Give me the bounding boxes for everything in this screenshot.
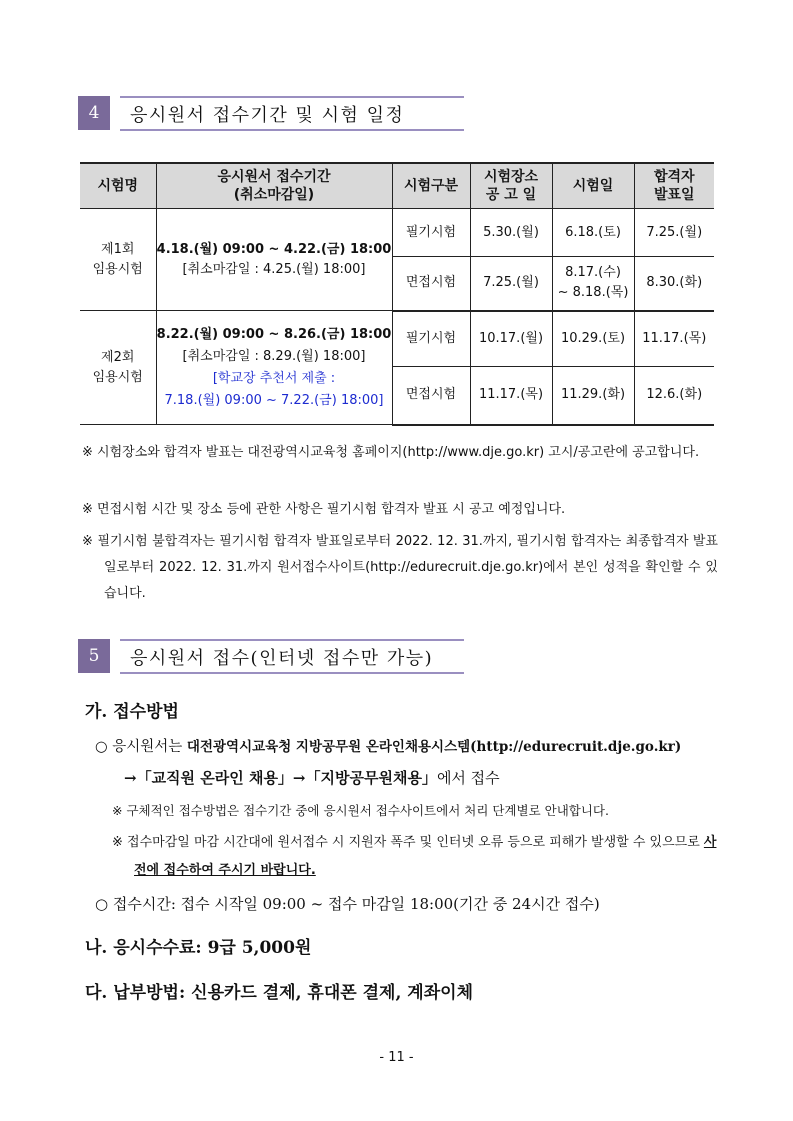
round-2-interview-type: 면접시험 (392, 367, 470, 425)
method-heading: 가. 접수방법 (85, 702, 179, 722)
header-exam-type: 시험구분 (392, 163, 470, 209)
method-line-1: ○ 응시원서는 대전광역시교육청 지방공무원 온라인채용시스템(http://edurecruit.dje.go.kr) (95, 739, 682, 755)
round-1-interview-venue: 7.25.(월) (470, 257, 552, 311)
header-exam-date: 시험일 (552, 163, 634, 209)
round-1-interview-type: 면접시험 (392, 257, 470, 311)
round-2-written-venue: 10.17.(월) (470, 311, 552, 367)
round-1-interview-result: 8.30.(화) (634, 257, 714, 311)
section-number: 5 (78, 639, 110, 673)
header-application-period: 응시원서 접수기간 (취소마감일) (156, 163, 392, 209)
table-row (80, 311, 714, 367)
round-2-name: 제2회 임용시험 (80, 311, 156, 425)
round-2-written-result: 11.17.(목) (634, 311, 714, 367)
round-1-name: 제1회 임용시험 (80, 209, 156, 311)
header-venue-notice: 시험장소 공 고 일 (470, 163, 552, 209)
round-1-written-result: 7.25.(월) (634, 209, 714, 257)
round-2-written-type: 필기시험 (392, 311, 470, 367)
reception-time: ○ 접수시간: 접수 시작일 09:00 ~ 접수 마감일 18:00(기간 중 24시간 접수) (95, 895, 600, 913)
method-note-1: ※ 구체적인 접수방법은 접수기간 중에 응시원서 접수사이트에서 처리 단계별로 안내합니다. (112, 803, 609, 818)
round-2-interview-result: 12.6.(화) (634, 367, 714, 425)
round-2-interview-venue: 11.17.(목) (470, 367, 552, 425)
section-title: 응시원서 접수기간 및 시험 일정 (120, 96, 464, 131)
round-2-period: 8.22.(월) 09:00 ~ 8.26.(금) 18:00 [취소마감일 : 8.29.(월) 18:00] [학교장 추천서 제출 : 7.18.(월) 09:00 ~ 7.22.(금) 18:00] (156, 311, 392, 425)
table-header-row (80, 163, 714, 209)
round-1-period: 4.18.(월) 09:00 ~ 4.22.(금) 18:00 [취소마감일 : 4.25.(월) 18:00] (156, 209, 392, 311)
method-note-2: ※ 접수마감일 마감 시간대에 원서접수 시 지원자 폭주 및 인터넷 오류 등으로 피해가 발생할 수 있으므로 사전에 접수하여 주시기 바랍니다. (112, 835, 717, 878)
header-exam-name: 시험명 (80, 163, 156, 209)
exam-schedule-table (80, 162, 714, 426)
payment-method: 다. 납부방법: 신용카드 결제, 휴대폰 결제, 계좌이체 (85, 983, 473, 1003)
note-interview-info: ※ 면접시험 시간 및 장소 등에 관한 사항은 필기시험 합격자 발표 시 공고 예정입니다. (82, 502, 566, 517)
round-1-interview-date: 8.17.(수) ~ 8.18.(목) (552, 257, 634, 311)
round-1-written-date: 6.18.(토) (552, 209, 634, 257)
page-number: - 11 - (379, 1050, 414, 1065)
round-1-written-type: 필기시험 (392, 209, 470, 257)
method-line-2: →「교직원 온라인 채용」→「지방공무원채용」에서 접수 (124, 769, 500, 787)
table-row (80, 209, 714, 257)
header-result-date: 합격자 발표일 (634, 163, 714, 209)
exam-fee: 나. 응시수수료: 9급 5,000원 (85, 938, 312, 958)
section-number: 4 (78, 96, 110, 130)
note-score-check: ※ 필기시험 불합격자는 필기시험 합격자 발표일로부터 2022. 12. 31.까지, 필기시험 합격자는 최종합격자 발표일로부터 2022. 12. 31.까지 원서접수사이트(http://edurecruit.dje.go.kr)에서 본인 성적을 확인할 수 있습니다. (82, 534, 718, 601)
note-venue-announcement: ※ 시험장소와 합격자 발표는 대전광역시교육청 홈페이지(http://www.dje.go.kr) 고시/공고란에 공고합니다. (82, 445, 700, 460)
section-title: 응시원서 접수(인터넷 접수만 가능) (120, 639, 464, 674)
round-1-written-venue: 5.30.(월) (470, 209, 552, 257)
round-2-interview-date: 11.29.(화) (552, 367, 634, 425)
round-2-written-date: 10.29.(토) (552, 311, 634, 367)
